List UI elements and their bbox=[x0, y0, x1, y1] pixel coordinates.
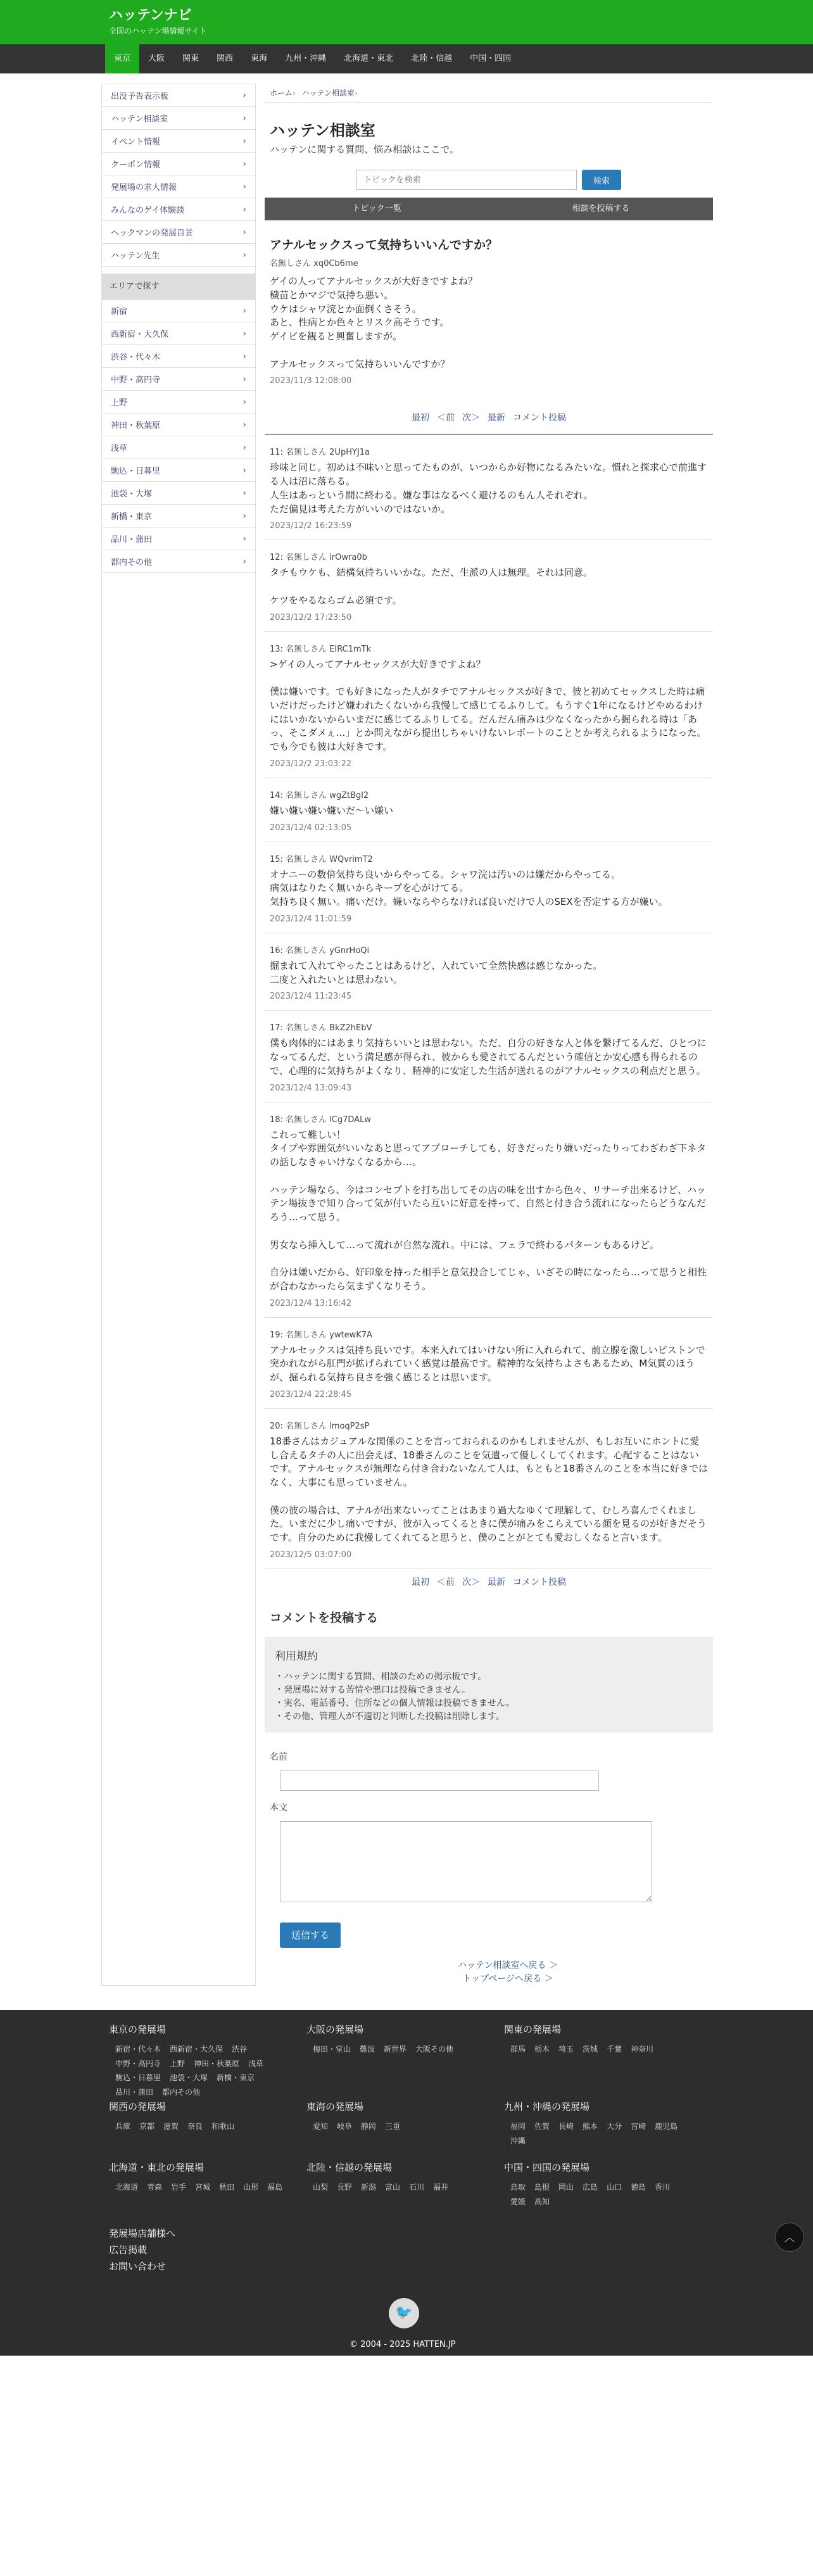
pager-next[interactable]: 次＞ bbox=[462, 413, 480, 424]
footer-region-link[interactable]: 高知 bbox=[534, 2197, 550, 2206]
chevron-right-icon: › bbox=[243, 351, 246, 362]
page-subtitle: ハッテンに関する質問、悩み相談はここで。 bbox=[270, 144, 459, 155]
footer-region-link[interactable]: 山梨 bbox=[313, 2182, 329, 2192]
footer-region-link[interactable]: 福井 bbox=[433, 2182, 449, 2192]
footer-region-link[interactable]: 都内その他 bbox=[162, 2088, 201, 2097]
comment-body: 掘まれて入れてやったことはあるけど、入れていて全然快感は感じなかった。 二度と入れたいとは思わない。 bbox=[270, 959, 603, 985]
sidebar-area-item[interactable] bbox=[102, 345, 255, 368]
comment-body: 珍味と同じ。初めは不味いと思ってたものが、いつからか好物になるみたいな。慣れと探求心で前進する人は沼に落ちる。 人生はあっという間に終わる。嫌な事はなるべく避けるのもん人それぞれ。 ただ偏見は考えた方がいいのではないか。 bbox=[270, 462, 707, 515]
sidebar-area-item[interactable] bbox=[102, 322, 255, 345]
footer-region-link[interactable]: 山口 bbox=[607, 2182, 622, 2192]
breadcrumb bbox=[265, 84, 713, 103]
pager-latest[interactable]: 最新 bbox=[488, 1577, 505, 1588]
footer-region-link[interactable]: 福島 bbox=[267, 2182, 283, 2192]
comment-body: 嫌い嫌い嫌い嫌いだ〜い嫌い bbox=[270, 804, 394, 816]
pager-comment[interactable]: コメント投稿 bbox=[513, 1577, 566, 1588]
sidebar-menu-item[interactable] bbox=[102, 107, 255, 130]
footer-region-title: 大阪の発展場 bbox=[306, 2023, 364, 2035]
pager-prev[interactable]: ＜前 bbox=[437, 413, 455, 424]
footer-region-link[interactable]: 千葉 bbox=[607, 2044, 622, 2054]
sidebar-menu-item-label: 発展場の求人情報 bbox=[111, 183, 177, 193]
sidebar-area-item-label: 渋谷・代々木 bbox=[111, 353, 161, 362]
nav-osaka[interactable]: 大阪 bbox=[148, 54, 165, 63]
pager-prev[interactable]: ＜前 bbox=[437, 1577, 455, 1588]
terms-item: ・実名、電話番号、住所などの個人情報は投稿できません。 bbox=[275, 1698, 515, 1708]
footer-region-title: 北陸・信越の発展場 bbox=[306, 2161, 393, 2173]
comment-body: 18番さんはカジュアルな関係のことを言っておられるのかもしれませんが、もしお互いにホントに愛し合えるタチの人に出会えば、18番さんのことを気遣って優しくしてくれます。心配することはないです。アナルセックスが無理なら付き合わないなんて人は、もともと18番さんのことを本当に好きではなく、大事にも思っていません。 僕の彼の場合は、アナルが出来ないってことはあまり過大なゆくて理解して、むしろ喜んでくれました。いまだに少し痛いですが、彼が入ってくるときに僕が痛みをこらえている顔を見るのが好きだそうです。自分のために我慢してくれてると思うと、僕のことがとても愛おしくなると言います。 bbox=[270, 1435, 708, 1543]
comment-body: アナルセックスは気持ち良いです。本来入れてはいけない所に入れられて、前立腺を激しいピストンで突かれながら肛門が拡げられていく感覚は最高です。精神的な気持ちよさもあるため、M気質のほうが、掘られる気持ち良さを強く感じるとは思います。 bbox=[270, 1344, 705, 1383]
comment bbox=[265, 778, 713, 842]
comment-list bbox=[265, 435, 713, 1569]
pager-top bbox=[265, 411, 713, 424]
comment-body: オナニーの数倍気持ち良いからやってる。シャワ浣は汚いのは嫌だからやってる。 病気はなりたく無いからキープを心がけてる。 気持ち良く無い。痛いだけ。嫌いならやらなければ良いだけで人のSEXを否定する方が嫌い。 bbox=[270, 868, 668, 907]
comment-date: 2023/12/2 17:23:50 bbox=[270, 612, 352, 622]
footer-region-title: 東海の発展場 bbox=[306, 2100, 364, 2112]
footer-region-links bbox=[306, 2180, 504, 2195]
page-title: ハッテン相談室 bbox=[270, 122, 375, 139]
footer-region-grid bbox=[109, 2023, 813, 2221]
footer-region bbox=[504, 2023, 702, 2100]
footer-region-links bbox=[504, 2180, 702, 2209]
footer-shop-link[interactable]: 発展場店舗様へ bbox=[109, 2227, 176, 2239]
chevron-right-icon: › bbox=[243, 158, 246, 169]
tab-topic-list[interactable]: トピック一覧 bbox=[352, 204, 401, 213]
comment bbox=[265, 933, 713, 1011]
footer-region-link[interactable]: 兵庫 bbox=[115, 2121, 131, 2131]
comment-author: 14: 名無しさん wgZtBgl2 bbox=[270, 790, 369, 800]
sidebar-menu-item[interactable] bbox=[102, 198, 255, 221]
topic-body: ゲイの人ってアナルセックスが大好きですよね？ 穢苗とかマジで気持ち悪い。 ウケはシャワ浣とか面倒くさそう。 あと、性病とか色々とリスク高そうです。 ゲイビを観ると興奮しますが。 アナルセックスって気持ちいいんですか？ bbox=[270, 275, 478, 370]
footer-region-link[interactable]: 和歌山 bbox=[211, 2121, 235, 2131]
footer-region-link[interactable]: 三重 bbox=[385, 2121, 401, 2131]
footer-contact-link[interactable]: お問い合わせ bbox=[109, 2261, 167, 2273]
footer-region-link[interactable]: 神田・秋葉原 bbox=[194, 2059, 240, 2068]
footer-region-links bbox=[504, 2042, 702, 2057]
sidebar-menu-item[interactable] bbox=[102, 221, 255, 244]
comment bbox=[265, 540, 713, 631]
footer-region-link[interactable]: 香川 bbox=[655, 2182, 671, 2192]
chevron-right-icon: › bbox=[243, 181, 246, 192]
sidebar-menu-item-label: みんなのゲイ体験談 bbox=[111, 206, 185, 215]
footer-region-link[interactable]: 山形 bbox=[243, 2182, 259, 2192]
chevron-right-icon: › bbox=[243, 305, 246, 316]
site-footer bbox=[0, 2010, 813, 2356]
footer-region-link[interactable]: 大阪その他 bbox=[415, 2044, 454, 2054]
comment-date: 2023/12/4 13:09:43 bbox=[270, 1083, 352, 1093]
footer-region-link[interactable]: 島根 bbox=[534, 2182, 550, 2192]
footer-region-link[interactable]: 宮崎 bbox=[631, 2121, 646, 2131]
sidebar-menu bbox=[102, 84, 255, 267]
footer-region-link[interactable]: 岩手 bbox=[171, 2182, 187, 2192]
sidebar-menu-item-label: ヘックマンの発展百景 bbox=[111, 229, 194, 238]
footer-region-link[interactable]: 徳島 bbox=[631, 2182, 646, 2192]
sidebar-divider bbox=[102, 267, 255, 274]
footer-region-links bbox=[109, 2180, 306, 2195]
comment bbox=[265, 632, 713, 778]
comment-date: 2023/12/2 23:03:22 bbox=[270, 759, 352, 769]
sidebar-area-item[interactable] bbox=[102, 368, 255, 391]
terms-item: ・発展場に対する苦情や悪口は投稿できません。 bbox=[275, 1684, 470, 1695]
footer-extra-links bbox=[109, 2225, 813, 2275]
comment bbox=[265, 1102, 713, 1318]
footer-region-link[interactable]: 熊本 bbox=[583, 2121, 598, 2131]
breadcrumb-home[interactable]: ホーム bbox=[270, 89, 293, 98]
comment-author: 19: 名無しさん ywtewK7A bbox=[270, 1330, 372, 1340]
topic-author: 名無しさん xq0Cb6me bbox=[270, 259, 358, 268]
footer-region-link[interactable]: 中野・高円寺 bbox=[115, 2059, 161, 2068]
comment-author: 20: 名無しさん lmoqP2sP bbox=[270, 1421, 370, 1431]
submit-button[interactable]: 送信する bbox=[280, 1923, 341, 1948]
footer-region-link[interactable]: 長崎 bbox=[558, 2121, 574, 2131]
footer-region bbox=[306, 2023, 504, 2100]
sidebar-menu-item[interactable] bbox=[102, 84, 255, 107]
sidebar-menu-item[interactable] bbox=[102, 130, 255, 153]
footer-region-link[interactable]: 鳥取 bbox=[510, 2182, 526, 2192]
chevron-right-icon: › bbox=[243, 488, 246, 498]
terms-title: 利用規約 bbox=[275, 1650, 318, 1663]
footer-region-link[interactable]: 富山 bbox=[385, 2182, 401, 2192]
comment-author: 12: 名無しさん irOwra0b bbox=[270, 553, 367, 563]
footer-region-link[interactable]: 奈良 bbox=[187, 2121, 203, 2131]
sidebar-area-item[interactable] bbox=[102, 300, 255, 322]
sidebar-menu-item-label: イベント情報 bbox=[111, 137, 161, 147]
footer-region bbox=[306, 2100, 504, 2161]
pager-next[interactable]: 次＞ bbox=[462, 1577, 480, 1588]
chevron-right-icon: › bbox=[243, 533, 246, 544]
footer-region-title: 北海道・東北の発展場 bbox=[109, 2161, 205, 2173]
sidebar-area-item[interactable] bbox=[102, 550, 255, 573]
region-nav bbox=[0, 44, 813, 73]
chevron-right-icon: › bbox=[243, 328, 246, 339]
footer-region-link[interactable]: 鹿児島 bbox=[655, 2121, 678, 2131]
footer-region-link[interactable]: 沖縄 bbox=[510, 2136, 526, 2145]
sidebar-area-item[interactable] bbox=[102, 505, 255, 527]
comment-author: 17: 名無しさん BkZ2hEbV bbox=[270, 1023, 372, 1033]
footer-region-title: 九州・沖縄の発展場 bbox=[504, 2100, 590, 2112]
footer-region-link[interactable]: 神奈川 bbox=[631, 2044, 654, 2054]
chevron-right-icon: › bbox=[243, 113, 246, 123]
pager-first[interactable]: 最初 bbox=[412, 413, 429, 424]
comment-body: これって難しい！ タイプや雰囲気がいいなあと思ってアプローチしても、好きだったり嫌いだったりってわざわざ下ネタの話しなきゃいけなくなるから…。 ハッテン場なら、今はコンセプトを打ち出してその店の味を出すから色々、リサーチ出来るけど、ハッテン場抜きで知り合って気が付いたら互いに好意を持って、自然と付き合う流れになったらどうなんだろう…って思う。 男女なら挿入して…って流れが自然な流れ。中には、フェラで終わるパターンもあるけど。 自分は嫌いだから、好印象を持った相手と意気投合してじゃ、いざその時になったら…って思うと相性が合わなかったら気まずくなりそう。 bbox=[270, 1128, 707, 1292]
comment-body: 僕も肉体的にはあまり気持ちいいとは思わない。ただ、自分の好きな人と体を繋げてるんだ、ひとつになってるんだ、という満足感が得られ、彼からも愛されてるんだという確信とか安心感も得られるので、心理的に気持ちがよくなり、精神的に安定した生活が送れるのがアナルセックスの利点だと思う。 bbox=[270, 1037, 707, 1076]
topic-title: アナルセックスって気持ちいいんですか？ bbox=[270, 238, 498, 252]
name-field[interactable] bbox=[280, 1771, 599, 1791]
terms-list bbox=[275, 1670, 703, 1724]
comment bbox=[265, 1409, 713, 1569]
sidebar-area-item-label: 都内その他 bbox=[111, 558, 153, 567]
area-heading: エリアで探す bbox=[102, 274, 255, 300]
sidebar-area-item-label: 上野 bbox=[111, 398, 128, 408]
footer-region-link[interactable]: 新世界 bbox=[384, 2044, 407, 2054]
sidebar-menu-item-label: ハッテン相談室 bbox=[111, 115, 168, 124]
sidebar-area-item-label: 浅草 bbox=[111, 444, 128, 453]
chevron-right-icon: › bbox=[243, 249, 246, 260]
footer-region-links bbox=[306, 2119, 504, 2134]
copyright: © 2004 - 2025 HATTEN.JP bbox=[350, 2339, 456, 2349]
footer-region-link[interactable]: 渋谷 bbox=[232, 2044, 248, 2054]
footer-region-link[interactable]: 新宿・代々木 bbox=[115, 2044, 161, 2054]
terms-item: ・その他、管理人が不適切と判断した投稿は削除します。 bbox=[275, 1711, 505, 1722]
footer-region-link[interactable]: 愛媛 bbox=[510, 2197, 526, 2206]
footer-region-links bbox=[504, 2119, 702, 2149]
site-logo[interactable]: ハッテンナビ bbox=[109, 8, 192, 23]
comment bbox=[265, 842, 713, 933]
footer-region-link[interactable]: 青森 bbox=[147, 2182, 163, 2192]
sidebar-area-item-label: 新橋・東京 bbox=[111, 512, 153, 522]
footer-region-link[interactable]: 新橋・東京 bbox=[217, 2073, 255, 2083]
sidebar-area-item[interactable] bbox=[102, 459, 255, 482]
nav-kyushu[interactable]: 九州・沖縄 bbox=[285, 54, 327, 63]
footer-region-link[interactable]: 北海道 bbox=[115, 2182, 139, 2192]
footer-region-links bbox=[109, 2042, 306, 2100]
back-to-board-link[interactable]: ハッテン相談室へ戻る ＞ bbox=[458, 1960, 558, 1971]
topic-search bbox=[265, 170, 713, 190]
nav-tokyo[interactable]: 東京 bbox=[105, 44, 139, 73]
comment-body: >ゲイの人ってアナルセックスが大好きですよね？ 僕は嫌いです。でも好きになった人がタチでアナルセックスが好きで、彼と初めてセックスした時は痛いだけだったけど嫌われたくないから我慢して感じてるふりして。もうすぐ1年になるけどやめるわけにはいかないからいまだに感じてるふりしてる。だんだん痛みは少なくなったから掘られる時は「あっ、そこダメぇ…」とか問えながら提出しちゃいけないレポートのこととか考えられるようになった。でも今でも彼は大好きです。 bbox=[270, 658, 707, 752]
chevron-right-icon: › bbox=[243, 396, 246, 407]
nav-hokkaido[interactable]: 北海道・東北 bbox=[344, 54, 394, 63]
comment-author: 13: 名無しさん EIRC1mTk bbox=[270, 644, 372, 654]
chevron-right-icon: › bbox=[243, 204, 246, 215]
footer-region-link[interactable]: 西新宿・大久保 bbox=[170, 2044, 224, 2054]
sidebar-area-item[interactable] bbox=[102, 391, 255, 414]
chevron-right-icon: › bbox=[243, 374, 246, 384]
comment-author: 16: 名無しさん yGnrHoQi bbox=[270, 945, 370, 956]
nav-kanto[interactable]: 関東 bbox=[182, 54, 199, 63]
footer-region-link[interactable]: 宮城 bbox=[195, 2182, 211, 2192]
name-label: 名前 bbox=[270, 1752, 287, 1762]
footer-region-link[interactable]: 品川・蒲田 bbox=[115, 2088, 154, 2097]
body-label: 本文 bbox=[270, 1802, 287, 1813]
pager-first[interactable]: 最初 bbox=[412, 1577, 429, 1588]
sidebar-area-item-label: 西新宿・大久保 bbox=[111, 330, 169, 339]
chevron-right-icon: › bbox=[243, 465, 246, 476]
nav-tokai[interactable]: 東海 bbox=[251, 54, 268, 63]
pager-bottom bbox=[265, 1575, 713, 1588]
footer-region bbox=[504, 2161, 702, 2221]
body-field[interactable] bbox=[280, 1821, 652, 1902]
footer-region-link[interactable]: 新潟 bbox=[361, 2182, 377, 2192]
terms-item: ・ハッテンに関する質問、相談のための掲示板です。 bbox=[275, 1671, 487, 1682]
footer-region-link[interactable]: 静岡 bbox=[361, 2121, 377, 2131]
footer-region-link[interactable]: 長野 bbox=[337, 2182, 353, 2192]
footer-region-link[interactable]: 京都 bbox=[139, 2121, 155, 2131]
chevron-right-icon: › bbox=[243, 227, 246, 237]
nav-hokuriku[interactable]: 北陸・信越 bbox=[411, 54, 453, 63]
footer-region bbox=[109, 2023, 306, 2100]
tab-post-topic[interactable]: 相談を投稿する bbox=[572, 204, 630, 213]
back-links bbox=[265, 1959, 713, 1986]
comment bbox=[265, 435, 713, 540]
sidebar-menu-item-label: ハッテン先生 bbox=[111, 251, 160, 261]
chevron-right-icon: › bbox=[243, 442, 246, 453]
area-list bbox=[102, 300, 255, 573]
footer-region-link[interactable]: 埼玉 bbox=[558, 2044, 574, 2054]
footer-region-link[interactable]: 浅草 bbox=[248, 2059, 264, 2068]
sidebar-area-item-label: 品川・蒲田 bbox=[111, 535, 153, 545]
sidebar-area-item-label: 池袋・大塚 bbox=[111, 489, 153, 499]
footer-region-link[interactable]: 駒込・日暮里 bbox=[115, 2073, 161, 2083]
pager-comment[interactable]: コメント投稿 bbox=[513, 413, 566, 424]
chevron-right-icon: › bbox=[243, 419, 246, 430]
footer-region-link[interactable]: 難波 bbox=[360, 2044, 375, 2054]
comment-date: 2023/12/2 16:23:59 bbox=[270, 521, 352, 531]
nav-chugoku[interactable]: 中国・四国 bbox=[470, 54, 512, 63]
footer-region-link[interactable]: 岡山 bbox=[558, 2182, 574, 2192]
comment-author: 11: 名無しさん 2UpHYJ1a bbox=[270, 448, 370, 458]
twitter-icon[interactable]: 🐦 bbox=[389, 2298, 419, 2328]
footer-region-link[interactable]: 群馬 bbox=[510, 2044, 526, 2054]
comment-date: 2023/12/4 22:28:45 bbox=[270, 1389, 352, 1399]
footer-region-links bbox=[306, 2042, 504, 2057]
sidebar-menu-item[interactable] bbox=[102, 175, 255, 198]
sidebar-area-item-label: 駒込・日暮里 bbox=[111, 467, 161, 476]
nav-kansai[interactable]: 関西 bbox=[217, 54, 234, 63]
main-content bbox=[265, 84, 713, 1986]
footer-region bbox=[109, 2100, 306, 2161]
chevron-right-icon: › bbox=[243, 90, 246, 101]
comment bbox=[265, 1011, 713, 1102]
footer-region-link[interactable]: 梅田・堂山 bbox=[313, 2044, 351, 2054]
footer-region-link[interactable]: 愛知 bbox=[313, 2121, 329, 2131]
sidebar-area-item-label: 神田・秋葉原 bbox=[111, 421, 161, 431]
comment-date: 2023/12/4 02:13:05 bbox=[270, 823, 352, 833]
footer-region-title: 中国・四国の発展場 bbox=[504, 2161, 590, 2173]
site-header bbox=[0, 0, 813, 44]
search-button[interactable]: 検索 bbox=[582, 170, 621, 190]
footer-region bbox=[306, 2161, 504, 2221]
search-input[interactable] bbox=[356, 170, 577, 190]
footer-region bbox=[109, 2161, 306, 2221]
comment-body: タチもウケも、結構気持ちいいかな。ただ、生派の人は無理。それは同意。 ケツをやるならゴム必須です。 bbox=[270, 567, 593, 606]
back-to-top-icon[interactable]: ︿ bbox=[775, 2223, 804, 2252]
footer-region-link[interactable]: 茨城 bbox=[583, 2044, 598, 2054]
sidebar-area-item[interactable] bbox=[102, 414, 255, 436]
comment bbox=[265, 1318, 713, 1409]
comment-author: 15: 名無しさん WQvrimT2 bbox=[270, 854, 373, 864]
sidebar-area-item[interactable] bbox=[102, 482, 255, 505]
footer-region-link[interactable]: 上野 bbox=[170, 2059, 186, 2068]
footer-region-link[interactable]: 栃木 bbox=[534, 2044, 550, 2054]
footer-region-link[interactable]: 佐賀 bbox=[534, 2121, 550, 2131]
footer-ad-link[interactable]: 広告掲載 bbox=[109, 2244, 148, 2256]
footer-region-link[interactable]: 広島 bbox=[583, 2182, 598, 2192]
chevron-right-icon: › bbox=[243, 510, 246, 521]
footer-region-link[interactable]: 福岡 bbox=[510, 2121, 526, 2131]
breadcrumb-separator: › bbox=[293, 89, 296, 98]
topic-date: 2023/11/3 12:08:00 bbox=[270, 376, 352, 386]
footer-region-link[interactable]: 岐阜 bbox=[337, 2121, 353, 2131]
sidebar-menu-item-label: 出没予告表示板 bbox=[111, 92, 169, 101]
sidebar bbox=[101, 84, 256, 1986]
footer-region-link[interactable]: 大分 bbox=[607, 2121, 622, 2131]
pager-latest[interactable]: 最新 bbox=[488, 413, 505, 424]
footer-region-title: 関東の発展場 bbox=[504, 2023, 562, 2035]
sidebar-menu-item[interactable] bbox=[102, 244, 255, 267]
terms-box bbox=[265, 1637, 713, 1733]
comment-date: 2023/12/4 11:01:59 bbox=[270, 914, 352, 924]
footer-region-link[interactable]: 滋賀 bbox=[163, 2121, 179, 2131]
sidebar-menu-item-label: クーポン情報 bbox=[111, 160, 161, 170]
tab-bar bbox=[265, 198, 713, 220]
sidebar-area-item-label: 中野・高円寺 bbox=[111, 376, 161, 385]
comment-date: 2023/12/4 11:23:45 bbox=[270, 992, 352, 1002]
footer-region-link[interactable]: 池袋・大塚 bbox=[170, 2073, 208, 2083]
comment-date: 2023/12/4 13:16:42 bbox=[270, 1298, 352, 1308]
footer-region-title: 関西の発展場 bbox=[109, 2100, 167, 2112]
footer-region-link[interactable]: 秋田 bbox=[219, 2182, 235, 2192]
breadcrumb-separator: › bbox=[355, 89, 358, 98]
comment-author: 18: 名無しさん lCg7DALw bbox=[270, 1114, 371, 1125]
content-wrap bbox=[0, 73, 813, 1986]
footer-region bbox=[504, 2100, 702, 2161]
back-to-top-link[interactable]: トップページへ戻る ＞ bbox=[462, 1973, 553, 1984]
topic bbox=[265, 220, 713, 386]
chevron-right-icon: › bbox=[243, 556, 246, 567]
footer-region-link[interactable]: 石川 bbox=[409, 2182, 425, 2192]
comment-form-title: コメントを投稿する bbox=[270, 1610, 379, 1625]
footer-region-links bbox=[109, 2119, 306, 2134]
sidebar-menu-item[interactable] bbox=[102, 153, 255, 175]
sidebar-area-item-label: 新宿 bbox=[111, 307, 128, 317]
footer-region-title: 東京の発展場 bbox=[109, 2023, 167, 2035]
sidebar-area-item[interactable] bbox=[102, 436, 255, 459]
chevron-right-icon: › bbox=[243, 136, 246, 146]
breadcrumb-section[interactable]: ハッテン相談室 bbox=[301, 89, 355, 98]
sidebar-area-item[interactable] bbox=[102, 527, 255, 550]
comment-date: 2023/12/5 03:07:00 bbox=[270, 1550, 352, 1560]
site-tagline: 全国のハッテン場情報サイト bbox=[109, 27, 207, 35]
